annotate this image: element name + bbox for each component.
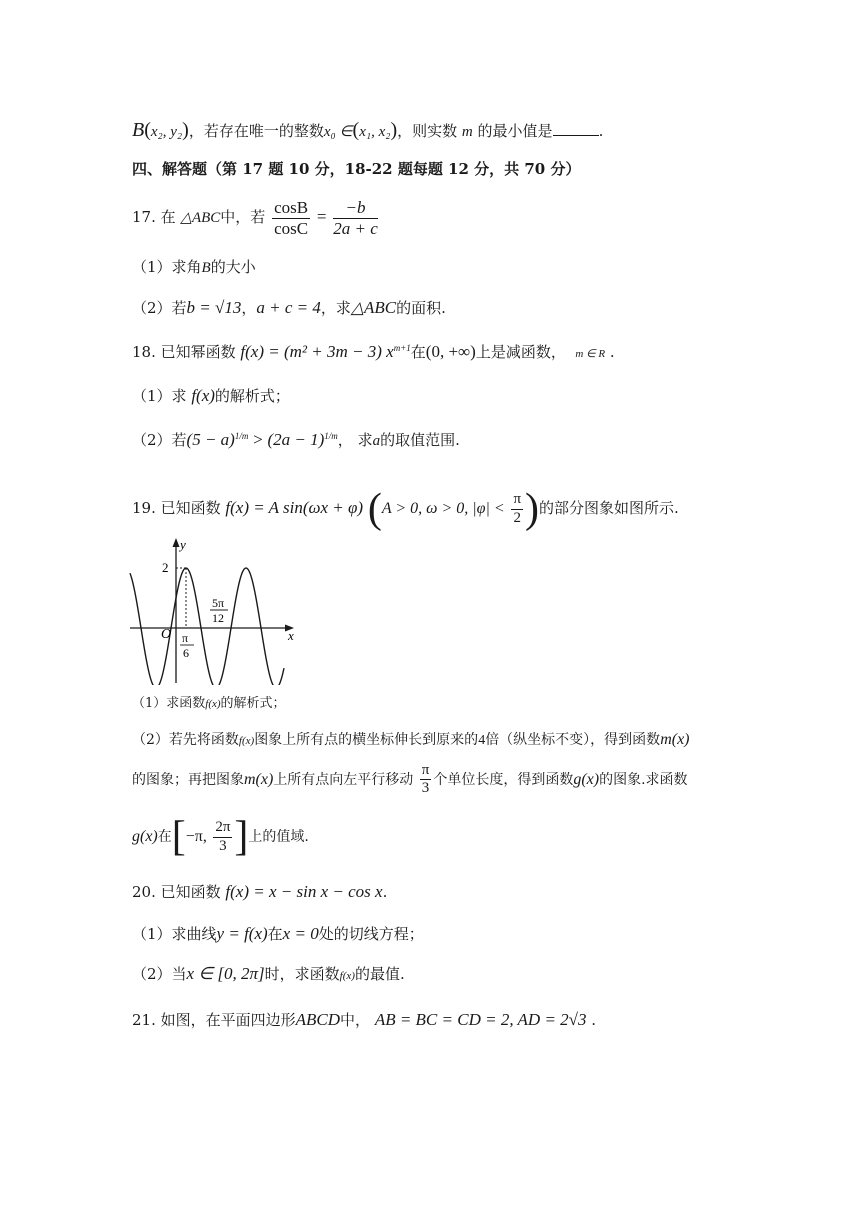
text: 21. 如图，在平面四边形 xyxy=(132,1011,296,1029)
text: 在 xyxy=(267,925,283,943)
denominator: 2a + c xyxy=(333,218,378,238)
function-f: f(x) = x − sin x − cos x xyxy=(225,882,383,901)
text: 的最值. xyxy=(354,965,405,983)
text: 在 xyxy=(410,343,426,361)
problem-17-stem xyxy=(132,198,380,238)
text: 20. 已知函数 xyxy=(132,883,221,901)
text: （2）当 xyxy=(132,965,187,983)
var-b: B xyxy=(201,260,211,276)
fraction-pi-2 xyxy=(511,491,523,527)
exponent: 1/m xyxy=(234,431,249,441)
text: 的解析式； xyxy=(220,696,286,711)
tick-5pi-12-den: 12 xyxy=(212,611,224,625)
x-interval: x ∈ [0, 2π] xyxy=(186,964,265,983)
var-a: a xyxy=(372,433,381,449)
text: 的部分图象如图所示. xyxy=(539,499,679,518)
curve-eq: y = f(x) xyxy=(216,924,268,943)
problem-18-q1 xyxy=(132,386,290,406)
text: . xyxy=(598,122,604,140)
function-m: m(x) xyxy=(244,770,274,788)
equals: = xyxy=(316,207,327,227)
x0-membership: x₀ ∈ xyxy=(323,124,353,140)
text: ，求 xyxy=(320,299,351,317)
point-b-label: B xyxy=(132,119,145,141)
fraction-cos xyxy=(272,198,310,238)
text: 17. 在 xyxy=(132,208,176,227)
sine-graph xyxy=(128,535,298,685)
interval: x₁, x₂ xyxy=(359,124,391,140)
text: 的图象；再把图象 xyxy=(132,771,244,788)
text: 18. 已知幂函数 xyxy=(132,343,236,361)
point-b-coords: x₂, y₂ xyxy=(150,124,183,140)
max-label: 2 xyxy=(162,560,169,575)
text: 时，求函数 xyxy=(264,965,340,983)
problem-19-q2-line1 xyxy=(132,730,690,750)
greater-than: > xyxy=(253,430,263,449)
var-m: m xyxy=(461,124,473,140)
text: . xyxy=(609,343,615,361)
problem-21-stem xyxy=(132,1010,596,1030)
denominator: 3 xyxy=(219,837,227,854)
text: . xyxy=(591,1011,597,1029)
problem-18-stem xyxy=(132,342,615,362)
problem-19-q2-line2 xyxy=(132,762,688,798)
text: （2）若先将函数 xyxy=(132,732,239,748)
section-heading: 四、解答题（第 17 题 10 分，18-22 题每题 12 分，共 70 分） xyxy=(132,160,581,178)
numerator: π xyxy=(420,762,432,780)
origin-label: O xyxy=(161,627,172,642)
numerator: π xyxy=(511,491,523,509)
text: 的大小 xyxy=(210,258,256,276)
numerator: −b xyxy=(333,198,378,219)
sine-curve xyxy=(130,568,284,685)
lhs-base: (5 − a) xyxy=(186,430,235,449)
text: （2）若 xyxy=(132,431,187,449)
denominator: 2 xyxy=(513,509,521,526)
equation-ac: a + c = 4 xyxy=(256,298,321,317)
tick-5pi-12-num: 5π xyxy=(212,596,225,610)
y-axis-arrow-icon xyxy=(173,538,180,547)
quad-abcd: ABCD xyxy=(295,1010,341,1029)
text: （1）求函数 xyxy=(132,696,206,711)
function-g: g(x) xyxy=(132,828,158,846)
text: ， 求 xyxy=(337,431,373,449)
problem16-tail: B(x₂, y₂)，若存在唯一的整数x₀ ∈(x₁, x₂)，则实数 m 的最小值是 . xyxy=(132,119,604,141)
text: 上是减函数， xyxy=(475,343,566,361)
text: （1）求曲线 xyxy=(132,925,217,943)
function-m: m(x) xyxy=(660,731,690,748)
numerator: 2π xyxy=(213,819,232,837)
text: 上所有点向左平行移动 xyxy=(273,771,414,788)
text: （1）求 xyxy=(132,387,187,405)
problem-19-stem: 19. 已知函数 f(x) = A sin(ωx + φ) (A > 0, ω > 0, |φ| < $\frac{\pi}{2}$ )的部分图象如图所示. xyxy=(132,486,679,532)
text: ，则实数 xyxy=(397,122,458,140)
problem-19-q1 xyxy=(132,696,286,712)
text: 的面积. xyxy=(396,299,446,317)
tick-pi-6-num: π xyxy=(182,631,189,645)
problem-17-q1 xyxy=(132,258,256,277)
interval-left: −π, xyxy=(185,828,207,846)
problem-20-q1 xyxy=(132,924,424,944)
text: . xyxy=(382,883,388,901)
problem-19-q2-line3: g(x)在[−π, $\frac{2\pi}{3}$ ]上的值域. xyxy=(132,814,309,860)
problem-17-q2: （2）若b = √13，a + c = 4，求△ABC的面积. xyxy=(132,298,446,317)
rhs-base: (2a − 1) xyxy=(267,430,325,449)
function-f: f(x) xyxy=(339,970,355,982)
text: 个单位长度，得到函数 xyxy=(433,771,574,788)
x-equals-0: x = 0 xyxy=(282,924,319,943)
answer-blank[interactable] xyxy=(553,122,599,136)
sine-function: f(x) = A sin(ωx + φ) xyxy=(225,498,364,518)
exponent: 1/m xyxy=(324,431,338,441)
tick-pi-6-den: 6 xyxy=(183,646,189,660)
y-label: y xyxy=(180,537,186,552)
text: 的图象.求函数 xyxy=(599,771,688,788)
problem-18-q2 xyxy=(132,430,460,450)
text: 图象上所有点的横坐标伸长到原来的 xyxy=(254,732,479,748)
text: 倍（纵坐标不变），得到函数 xyxy=(485,732,661,748)
text: ，若存在唯一的整数 xyxy=(188,122,324,140)
interval: (0, +∞) xyxy=(425,342,476,361)
text: 的解析式； xyxy=(214,387,290,405)
conditions: A > 0, ω > 0, |φ| < xyxy=(381,500,505,518)
power-function: f(x) = (m² + 3m − 3) x xyxy=(240,342,394,361)
problem-20-stem xyxy=(132,882,387,902)
function-f: f(x) xyxy=(205,698,221,710)
problem-20-q2 xyxy=(132,964,405,984)
text: 处的切线方程； xyxy=(318,925,424,943)
text: 在 xyxy=(157,829,172,846)
fraction-pi-3 xyxy=(420,762,432,798)
triangle-abc: △ABC xyxy=(180,210,221,227)
side-lengths: AB = BC = CD = 2, AD = 2√3 xyxy=(374,1010,587,1029)
text: 的取值范围. xyxy=(380,431,460,449)
fraction-b xyxy=(333,198,378,238)
denominator: 3 xyxy=(421,780,430,797)
fraction-2pi-3 xyxy=(213,819,232,855)
x-label: x xyxy=(288,628,294,643)
function-f: f(x) xyxy=(191,386,215,405)
m-in-r: m ∈ R xyxy=(575,348,606,360)
numerator: cosB xyxy=(274,198,309,217)
number-4: 4 xyxy=(478,733,486,748)
text: 的最小值是 xyxy=(477,122,553,140)
text: 中， xyxy=(340,1011,371,1029)
triangle-abc: △ABC xyxy=(350,298,397,317)
text: （1）求角 xyxy=(132,258,202,276)
function-g: g(x) xyxy=(573,770,600,788)
text: 上的值域. xyxy=(248,829,309,846)
equation-b: b = √13 xyxy=(186,298,242,317)
exponent: m+1 xyxy=(393,343,411,353)
text: （2）若 xyxy=(132,299,187,317)
function-f: f(x) xyxy=(238,735,255,747)
text: 19. 已知函数 xyxy=(132,499,221,518)
text: 中，若 xyxy=(220,208,266,227)
denominator: cosC xyxy=(274,218,309,238)
